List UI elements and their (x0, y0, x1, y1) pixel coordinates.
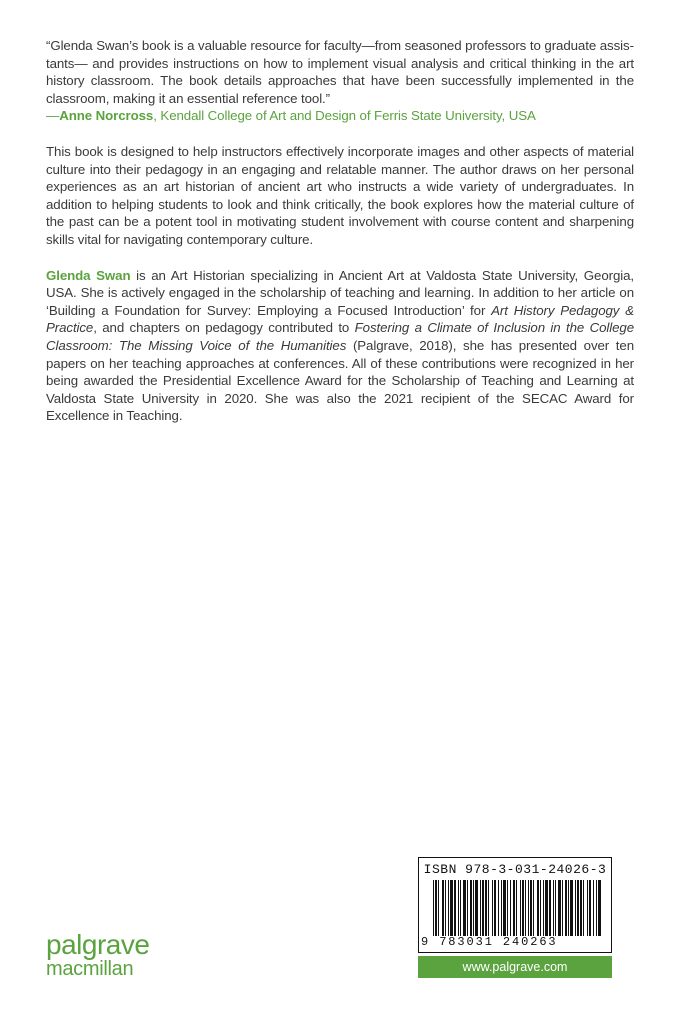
barcode-bar (520, 880, 521, 936)
barcode-bar (598, 880, 601, 936)
barcode-bar (482, 880, 484, 936)
quote-attribution (46, 107, 634, 125)
barcode-bar (494, 880, 496, 936)
barcode-bar (460, 880, 461, 936)
barcode-bar (435, 880, 437, 936)
isbn-label: ISBN 978-3-031-24026-3 (423, 862, 607, 877)
barcode-digits: 9 783031 240263 (421, 935, 558, 949)
publisher-url: www.palgrave.com (418, 956, 612, 978)
barcode-bar (543, 880, 544, 936)
barcode-bars (433, 880, 601, 936)
barcode-bar (577, 880, 579, 936)
barcode-bar (454, 880, 456, 936)
barcode-bar (445, 880, 446, 936)
barcode-bar (558, 880, 561, 936)
barcode-bar (492, 880, 493, 936)
barcode-bar (438, 880, 439, 936)
barcode-bar (475, 880, 478, 936)
barcode-bar (580, 880, 582, 936)
endorsement-quote (46, 37, 634, 107)
barcode-bar (501, 880, 502, 936)
barcode-bar (507, 880, 508, 936)
bio-text-3: (Palgrave, 2018), she has presented over ten papers on her teaching approaches at conferences. All of these contributions were recognized in her being awarded the Presidential Excellence Award for the Scholarship of Teaching and Learning at Valdosta State University in 2020. She was also the 2021 recipient of the SECAC Award for Excellence in Teaching. (46, 337, 634, 424)
bio-journal-title: Art History Pedagogy & Practice (46, 302, 634, 336)
barcode-bar (537, 880, 539, 936)
barcode-bar (458, 880, 459, 936)
barcode-bar (593, 880, 594, 936)
barcode-bar (587, 880, 588, 936)
barcode-bar (522, 880, 524, 936)
back-cover-text (46, 37, 634, 425)
barcode-bar (525, 880, 526, 936)
barcode-bar (513, 880, 515, 936)
logo-line-2: macmillan (46, 958, 134, 980)
barcode-bar (555, 880, 556, 936)
barcode-bar (510, 880, 511, 936)
attribution-dash: — (46, 108, 60, 124)
barcode-bar (488, 880, 489, 936)
bio-book-title: Fostering a Climate of Inclusion in the College Classroom: The Missing Voice of the Humanities (46, 320, 634, 353)
quote-author: Anne Norcross (59, 108, 154, 124)
barcode-bar (589, 880, 591, 936)
barcode-bar (562, 880, 563, 936)
barcode-bar (565, 880, 567, 936)
barcode-bar (545, 880, 548, 936)
barcode-bar (503, 880, 506, 936)
barcode-bar (549, 880, 551, 936)
bio-text-1: is an Art Historian specializing in Ancient Art at Valdosta State University, Georgia, USA. She is actively engaged in the scholarship of teaching and learning. In addition to her article on ‘Building a Foundation for Survey: Employing a Focused Introduction’ for (46, 267, 634, 318)
bio-text-2: , and chapters on pedagogy contributed to (93, 320, 355, 336)
isbn-barcode (418, 857, 612, 953)
barcode-bar (498, 880, 499, 936)
barcode-bar (470, 880, 472, 936)
barcode-bar (530, 880, 532, 936)
barcode-bar (467, 880, 468, 936)
barcode-bar (553, 880, 554, 936)
barcode-bar (442, 880, 444, 936)
bio-author-name: Glenda Swan (46, 267, 131, 283)
barcode-bar (448, 880, 449, 936)
barcode-bar (528, 880, 529, 936)
barcode-bar (473, 880, 474, 936)
palgrave-macmillan-logo (46, 929, 150, 980)
barcode-bar (533, 880, 534, 936)
barcode-bar (450, 880, 453, 936)
barcode-bar (568, 880, 569, 936)
barcode-bar (516, 880, 517, 936)
barcode-bar (463, 880, 466, 936)
logo-line-1: palgrave (46, 929, 150, 960)
author-bio (46, 267, 634, 425)
book-description: This book is designed to help instructors effectively incorporate images and other aspects of material culture into their pedagogy in an engaging and relatable manner. The author draws on her personal experiences as an art historian of ancient art who instructs a wide variety of undergraduates. In addition to helping students to look and think critically, the book explores how the material culture of the past can be a potent tool in motivating student involvement with course content and sharpening skills vital for navigating contemporary culture. (46, 143, 634, 247)
barcode-bar (433, 880, 434, 936)
quote-text: “Glenda Swan’s book is a valuable resource for faculty—from seasoned professors to graduate assistants— and provides instructions on how to implement visual analysis and critical thinking in the art history classroom. The book details approaches that have been successfully implemented in the classroom, making it an essential reference tool.” (46, 38, 634, 106)
barcode-bar (575, 880, 576, 936)
barcode-bar (583, 880, 584, 936)
quote-affiliation: , Kendall College of Art and Design of Ferris State University, USA (153, 108, 536, 124)
barcode-bar (570, 880, 573, 936)
barcode-bar (540, 880, 541, 936)
barcode-bar (480, 880, 481, 936)
barcode-bar (485, 880, 487, 936)
barcode-bar (596, 880, 597, 936)
